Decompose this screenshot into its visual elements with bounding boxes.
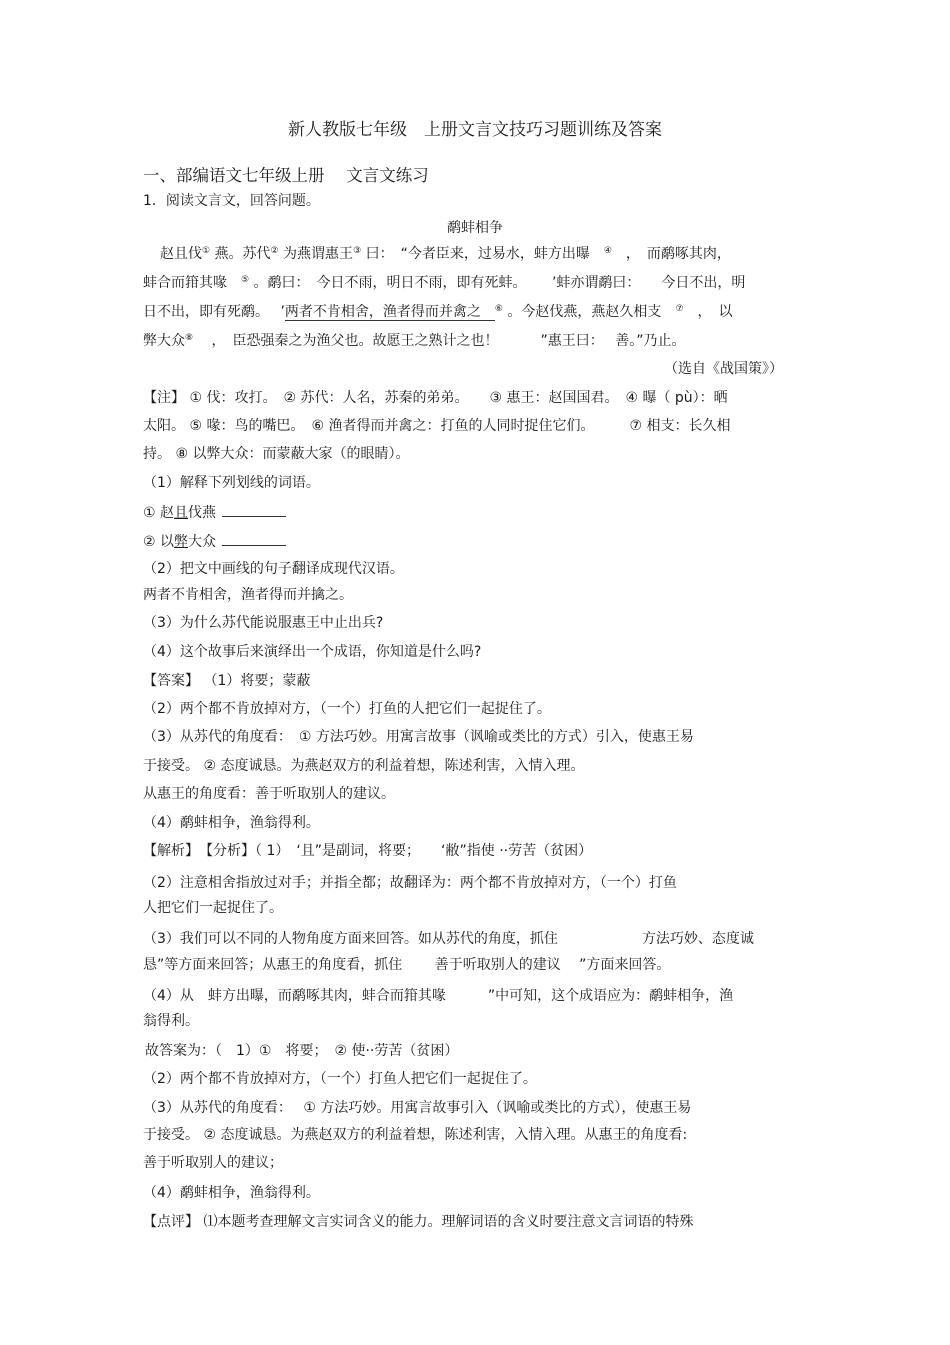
analysis-line-9: （2）两个都不肯放掉对方，（一个）打鱼人把它们一起捉住了。	[143, 1071, 537, 1087]
analysis-line-13: （4）鹬蚌相争，渔翁得利。	[143, 1185, 320, 1201]
item-text: 大众	[188, 534, 217, 550]
section-heading: 一、部编语文七年级上册 文言文练习	[143, 166, 429, 185]
question-1: （1）解释下列划线的词语。	[143, 475, 320, 491]
question-2: （2）把文中画线的句子翻译成现代汉语。	[143, 561, 404, 577]
analysis-line-5: 恳”等方面来回答；从惠王的角度看，抓住 善于听取别人的建议 ”方面来回答。	[143, 957, 671, 973]
item-text: ① 赵	[143, 505, 175, 521]
passage-text: ， 以	[683, 304, 733, 320]
underlined-word: 且	[174, 505, 189, 521]
question-2-sentence: 两者不肯相舍，渔者得而并擒之。	[143, 587, 353, 603]
underlined-sentence-tail	[481, 304, 495, 321]
footnote-marker: ⑤	[241, 275, 250, 285]
passage-line-4	[143, 331, 685, 351]
passage-text: 燕。苏代	[210, 246, 271, 262]
answer-line-3: （3）从苏代的角度看： ① 方法巧妙。用寓言故事（讽喻或类比的方式）引入，使惠王易	[143, 729, 694, 745]
analysis-line-2: （2）注意相舍指放过对手；并指全都；故翻译为：两个都不肯放掉对方，（一个）打鱼	[143, 875, 677, 891]
passage-text: 曰： “今者臣来，过易水，蚌方出曝	[361, 246, 604, 262]
passage-text: 。今赵伐燕，燕赵久相支	[502, 304, 676, 320]
passage-text: 弊大众	[143, 333, 185, 349]
notes-line-1: 【注】 ① 伐：攻打。 ② 苏代：人名，苏秦的弟弟。 ③ 惠王：赵国国君。 ④ 曝（ pù）：晒	[143, 390, 728, 406]
passage-text: 赵且伐	[160, 246, 202, 262]
comment-line: 【点评】 ⑴本题考查理解文言实词含义的能力。理解词语的含义时要注意文言词语的特殊	[143, 1214, 694, 1230]
footnote-marker: ①	[202, 246, 211, 256]
question-1b	[143, 531, 286, 552]
question-intro: 1．阅读文言文，回答问题。	[143, 193, 320, 209]
passage-text: 日不出，即有死鹬。 ’	[143, 304, 285, 320]
question-3: （3）为什么苏代能说服惠王中止出兵?	[143, 615, 384, 631]
analysis-line-10: （3）从苏代的角度看： ① 方法巧妙。用寓言故事引入（讽喻或类比的方式），使惠王易	[143, 1100, 692, 1116]
answer-blank[interactable]	[222, 502, 286, 517]
answer-line-5: 从惠王的角度看：善于听取别人的建议。	[143, 786, 395, 802]
answer-blank[interactable]	[222, 531, 286, 546]
passage-text: ， 而鹬啄其肉，	[611, 246, 731, 262]
answer-line-6: （4）鹬蚌相争，渔翁得利。	[143, 815, 320, 831]
footnote-marker: ⑥	[494, 304, 503, 314]
footnote-marker: ④	[603, 246, 612, 256]
analysis-line-11: 于接受。 ② 态度诚恳。为燕赵双方的利益着想，陈述利害，入情入理。从惠王的角度看:	[143, 1127, 688, 1143]
footnote-marker: ③	[353, 246, 362, 256]
item-text: 伐燕	[188, 505, 217, 521]
passage-line-1	[160, 244, 731, 264]
underlined-sentence: 两者不肯相舍，渔者得而并禽之	[284, 304, 481, 320]
analysis-line-3: 人把它们一起捉住了。	[143, 900, 283, 916]
analysis-line-6: （4）从 蚌方出曝，而鹬啄其肉，蚌合而箝其喙 ”中可知，这个成语应为：鹬蚌相争，渔	[143, 988, 734, 1004]
analysis-line-7: 翁得利。	[143, 1013, 199, 1029]
analysis-line-4: （3）我们可以不同的人物角度方面来回答。如从苏代的角度，抓住 方法巧妙、态度诚	[143, 931, 754, 947]
underlined-word: 弊	[174, 534, 189, 550]
answer-line-4: 于接受。 ② 态度诚恳。为燕赵双方的利益着想，陈述利害，入情入理。	[143, 758, 585, 774]
question-1a	[143, 502, 286, 523]
passage-title: 鹬蚌相争	[447, 220, 503, 236]
footnote-marker: ②	[270, 246, 279, 256]
passage-line-3	[143, 302, 733, 322]
passage-source: （选自《战国策》）	[664, 361, 783, 377]
document-title: 新人教版七年级 上册文言文技巧习题训练及答案	[288, 120, 662, 140]
notes-line-2: 太阳。 ⑤ 喙：鸟的嘴巴。 ⑥ 渔者得而并禽之：打鱼的人同时捉住它们。 ⑦ 相支：长久相	[143, 418, 731, 434]
question-4: （4）这个故事后来演绎出一个成语，你知道是什么吗?	[143, 644, 482, 660]
notes-line-3: 持。 ⑧ 以弊大众：而蒙蔽大家（的眼睛）。	[143, 446, 410, 462]
passage-text: 蚌合而箝其喙	[143, 275, 241, 291]
passage-text: 。鹬曰： 今日不雨，明日不雨，即有死蚌。 ’蚌亦谓鹬曰： 今日不出，明	[249, 275, 746, 291]
passage-line-2	[143, 273, 745, 293]
answer-line-2: （2）两个都不肯放掉对方，（一个）打鱼的人把它们一起捉住了。	[143, 701, 551, 717]
answer-line-1: 【答案】 （1）将要；蒙蔽	[143, 673, 311, 689]
item-text: ② 以	[143, 534, 175, 550]
analysis-line-1: 【解析】 【分析】（ 1） ‘且”是副词，将要； ‘敝”指使 ··劳苦（贫困）	[143, 843, 593, 859]
passage-text: ， 臣恐强秦之为渔父也。故愿王之熟计之也！ ”惠王曰： 善。”乃止。	[193, 333, 686, 349]
passage-text: 为燕谓惠王	[278, 246, 354, 262]
footnote-marker: ⑧	[185, 333, 194, 343]
analysis-line-12: 善于听取别人的建议；	[143, 1155, 283, 1171]
analysis-line-8: 故答案为：（ 1）① 将要； ② 使··劳苦（贫困）	[145, 1043, 459, 1059]
footnote-marker: ⑦	[675, 304, 684, 314]
